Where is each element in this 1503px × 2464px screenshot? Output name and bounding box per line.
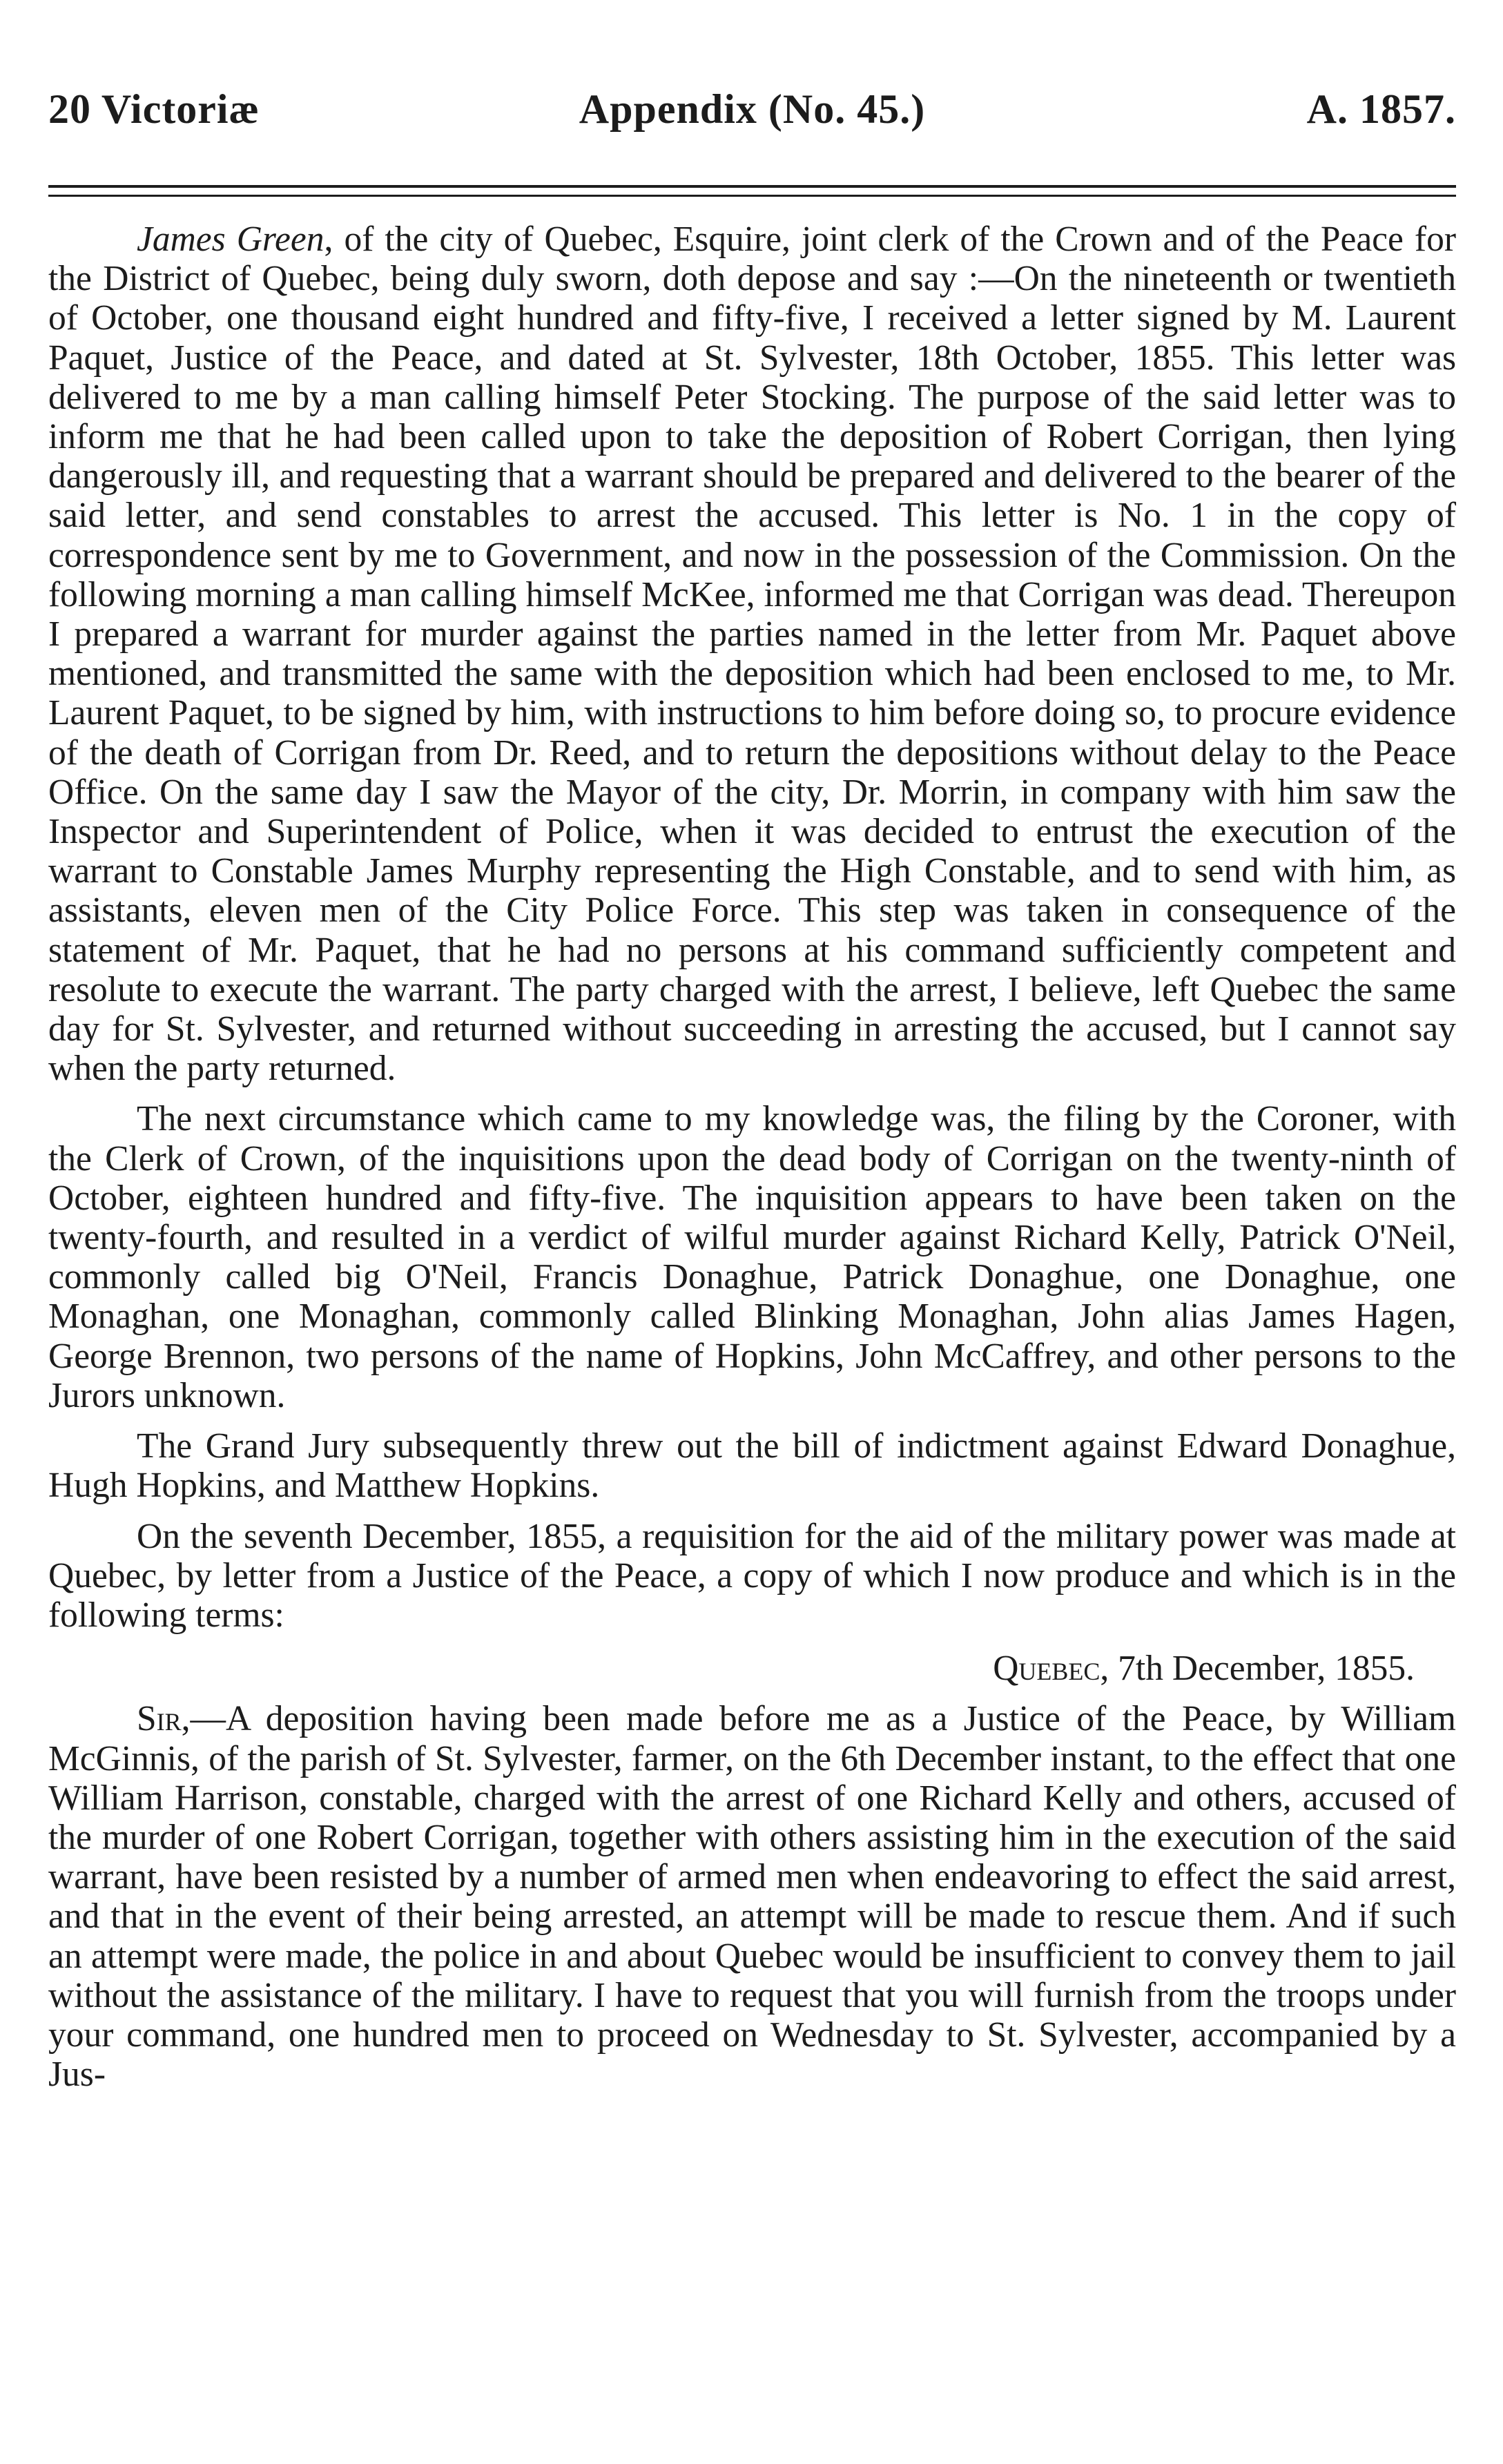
header-rule-thick: [48, 185, 1456, 188]
dateline-date: , 7th December, 1855.: [1100, 1649, 1415, 1689]
page-header: [48, 81, 1456, 151]
dateline-place: Quebec: [993, 1649, 1100, 1689]
document-body: [48, 220, 1456, 2105]
deponent-name: James Green: [137, 220, 324, 259]
paragraph-deposition: [48, 220, 1456, 1088]
header-session: 20 Victoriæ: [48, 86, 260, 132]
letter-salutation: Sir: [137, 1699, 182, 1739]
paragraph-grand-jury: The Grand Jury subsequently threw out the bill of indictment against Edward Donaghue, Hugh Hopkins, and Matthew Hopkins.: [48, 1426, 1456, 1506]
header-year: A. 1857.: [1306, 86, 1456, 132]
paragraph-coroner: The next circumstance which came to my knowledge was, the filing by the Coroner, with the Clerk of Crown, of the inquisitions upon the dead body of Corrigan on the twenty-ninth of October, eighteen hundred and fifty-five. The inquisition appears to have been taken on the twenty-fourth, and resulted in a verdict of wilful murder against Richard Kelly, Patrick O'Neil, commonly called big O'Neil, Francis Donaghue, Patrick Donaghue, one Donaghue, one Monaghan, one Monaghan, commonly called Blinking Monaghan, John alias James Hagen, George Brennon, two persons of the name of Hopkins, John McCaffrey, and other persons to the Jurors unknown.: [48, 1099, 1456, 1415]
letter-dateline: [48, 1649, 1415, 1688]
paragraph-letter-text: ,—A deposition having been made before me as a Justice of the Peace, by William McGinnis, of the parish of St. Sylvester, farmer, on the 6th December instant, to the effect that one William Harrison, constable, charged with the arrest of one Richard Kelly and others, accused of the murder of one Robert Corrigan, together with others assisting him in the execution of the said warrant, have been resisted by a number of armed men when endeavoring to effect the said arrest, and that in the event of their being arrested, an attempt will be made to rescue them. And if such an attempt were made, the police in and about Quebec would be insufficient to convey them to jail without the assistance of the military. I have to request that you will furnish from the troops under your command, one hundred men to proceed on Wednesday to St. Sylvester, accompanied by a Jus-: [48, 1699, 1456, 2095]
header-appendix: Appendix (No. 45.): [579, 86, 926, 132]
paragraph-letter: [48, 1699, 1456, 2094]
paragraph-deposition-text: , of the city of Quebec, Esquire, joint clerk of the Crown and of the Peace for the District of Quebec, being duly sworn, doth depose and say :—On the nineteenth or twentieth of October, one thousand eight hundred and fifty-five, I received a letter signed by M. Laurent Paquet, Justice of the Peace, and dated at St. Sylvester, 18th October, 1855. This letter was delivered to me by a man calling himself Peter Stocking. The purpose of the said letter was to inform me that he had been called upon to take the deposition of Robert Corrigan, then lying dangerously ill, and requesting that a warrant should be prepared and delivered to the bearer of the said letter, and send constables to arrest the accused. This letter is No. 1 in the copy of correspondence sent by me to Government, and now in the possession of the Commission. On the following morning a man calling himself McKee, informed me that Corrigan was dead. Thereupon I prepared a warrant for murder against the parties named in the letter from Mr. Paquet above mentioned, and transmitted the same with the deposition which had been enclosed to me, to Mr. Laurent Paquet, to be signed by him, with instructions to him before doing so, to procure evidence of the death of Corrigan from Dr. Reed, and to return the depositions without delay to the Peace Office. On the same day I saw the Mayor of the city, Dr. Morrin, in company with him saw the Inspector and Superintendent of Police, when it was decided to entrust the execution of the warrant to Constable James Murphy representing the High Constable, and to send with him, as assistants, eleven men of the City Police Force. This step was taken in consequence of the statement of Mr. Paquet, that he had no persons at his command sufficiently competent and resolute to execute the warrant. The party charged with the arrest, I believe, left Quebec the same day for St. Sylvester, and returned without succeeding in arresting the accused, but I cannot say when the party returned.: [48, 220, 1456, 1089]
paragraph-requisition: On the seventh December, 1855, a requisition for the aid of the military power was made at Quebec, by letter from a Justice of the Peace, a copy of which I now produce and which is in the following terms:: [48, 1516, 1456, 1635]
header-rule-thin: [48, 195, 1456, 197]
